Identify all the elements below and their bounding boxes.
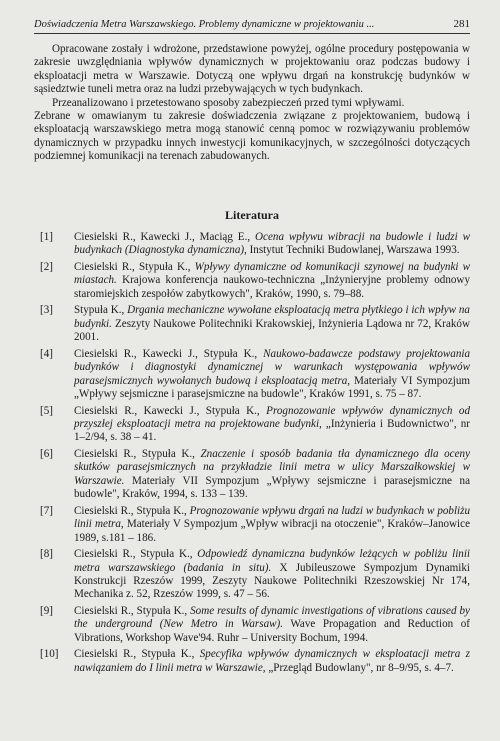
reference-authors: Ciesielski R., Kawecki J., Maciąg E., [74, 231, 256, 243]
reference-title: Znaczenie i sposób badania tła dynamicznego dla oceny skutków parasejsmicznych na przykładzie linii metra w ulicy Marszałkowskiej w Warszawie. [74, 448, 470, 487]
reference-details: „Przegląd Budowlany", nr 8–9/95, s. 4–7. [265, 661, 454, 674]
reference-text [74, 405, 470, 445]
reference-text [74, 648, 470, 675]
reference-title: Prognozowanie wpływów dynamicznych od przyszłej eksploatacji metra na projektowane budynki, [74, 404, 470, 431]
running-head [34, 18, 470, 34]
reference-authors: Ciesielski R., Stypuła K., [74, 261, 195, 273]
reference-details: Zeszyty Naukowe Politechniki Krakowskiej, Inżynieria Lądowa nr 72, Kraków 2001. [74, 317, 470, 344]
reference-text [74, 348, 470, 402]
reference-authors: Ciesielski R., Kawecki J., Stypuła K., [74, 347, 264, 360]
reference-details: Materiały VII Sympozjum „Wpływy sejsmiczne i parasejsmiczne na budowle", Kraków, 1994, s. 133 – 139. [74, 474, 470, 501]
reference-number: [2] [40, 261, 53, 273]
reference-number: [6] [40, 448, 53, 461]
reference-number: [7] [40, 504, 53, 517]
reference-item [34, 548, 470, 602]
reference-title: Specyfika wpływów dynamicznych w eksploatacji metra z nawiązaniem do I linii metra w Warszawie, [74, 648, 470, 674]
reference-details: Krajowa konferencja naukowo-techniczna „Inżynieryjne problemy odnowy staromiejskich zespołów zabytkowych", Kraków, 1990, s. 79–88. [74, 274, 470, 300]
reference-item [34, 304, 470, 344]
paragraph: Przeanalizowano i przetestowano sposoby zabezpieczeń przed tymi wpływami. [52, 96, 405, 109]
reference-number: [1] [40, 231, 53, 243]
reference-number: [3] [40, 304, 53, 317]
reference-title: Wpływy dynamiczne od komunikacji szynowej na budynki w miastach. [74, 261, 470, 287]
reference-text [74, 448, 470, 502]
reference-authors: Ciesielski R., Stypuła K., [74, 448, 201, 461]
reference-text [74, 261, 470, 301]
reference-title: Ocena wpływu wibracji na budowle i ludzi w budynkach (Diagnostyka dynamiczna), [74, 231, 470, 257]
page-number: 281 [453, 18, 470, 30]
section-heading: Literatura [225, 208, 279, 222]
reference-number: [5] [40, 404, 53, 417]
paragraph: Zebrane w omawianym tu zakresie doświadczenia związane z projektowaniem, budową i eksploatacją warszawskiego metra mogą stanowić cenną pomoc w rozwiązywaniu problemów dynamicznych w przypadku innych inwestycji komunikacyjnych, w szczególności dotyczących podziemnej komunikacji na terenach zabudowanych. [34, 110, 470, 163]
reference-authors: Ciesielski R., Stypuła K., [74, 504, 190, 517]
reference-number: [8] [40, 548, 53, 561]
reference-item [34, 505, 470, 545]
reference-details: Materiały V Sympozjum „Wpływ wibracji na otoczenie", Kraków–Janowice 1989, s.181 – 186. [74, 518, 470, 544]
reference-item [34, 261, 470, 301]
reference-item [34, 605, 470, 645]
reference-title: Prognozowanie wpływu drgań na ludzi w budynkach w pobliżu linii metra, [74, 504, 470, 531]
body-text [34, 43, 470, 164]
reference-text [74, 304, 470, 344]
reference-item [34, 648, 470, 675]
reference-authors: Ciesielski R., Stypuła K., [74, 648, 200, 661]
running-title: Doświadczenia Metra Warszawskiego. Problemy dynamiczne w projektowaniu ... [34, 19, 375, 30]
reference-authors: Ciesielski R., Stypuła K., [74, 605, 191, 618]
reference-details: Instytut Techniki Budowlanej, Warszawa 1993. [246, 244, 460, 257]
reference-title: Some results of dynamic investigations of vibrations caused by the underground (New Metro in Warsaw). [74, 605, 470, 631]
reference-authors: Stypuła K., [74, 304, 128, 317]
reference-item [34, 348, 470, 402]
reference-list [34, 231, 470, 678]
reference-title: Odpowiedź dynamiczna budynków leżących w pobliżu linii metra warszawskiego (badania in situ). [74, 548, 470, 574]
reference-title: Naukowo-badawcze podstawy projektowania budynków i diagnostyki dynamicznej w warunkach występowania wpływów parasejsmicznych wywołanych budową i eksploatacją metra, [74, 347, 471, 387]
reference-details: Materiały VI Sympozjum „Wpływy sejsmiczne i parasejsmiczne na budowle", Kraków 1991, s. 75 – 87. [74, 374, 470, 401]
reference-number: [4] [40, 347, 53, 360]
reference-number: [9] [40, 605, 53, 618]
reference-authors: Ciesielski R., Kawecki J., Stypuła K., [74, 404, 267, 417]
reference-text [74, 231, 470, 258]
reference-details: „Inżynieria i Budownictwo", nr 1–2/94, s. 38 – 41. [74, 418, 470, 444]
reference-item [34, 231, 470, 258]
paragraph: Opracowane zostały i wdrożone, przedstawione powyżej, ogólne procedury postępowania w zakresie uwzględniania wpływów dynamicznych w projektowaniu oraz podczas budowy i eksploatacji metra w Warszawie. Dotyczą one wpływu drgań na konstrukcję budynków w sąsiedztwie tuneli metra oraz na ludzi przebywających w tych budynkach. [34, 43, 470, 96]
reference-authors: Ciesielski R., Stypuła K., [74, 548, 198, 561]
reference-text [74, 605, 470, 645]
reference-title: Drgania mechaniczne wywołane eksploatacją metra płytkiego i ich wpływ na budynki. [74, 304, 470, 330]
reference-details: X Jubileuszowe Sympozjum Dynamiki Konstrukcji Rzeszów 1999, Zeszyty Naukowe Politechniki Rzeszowskiej Nr 174, Mechanika z. 52, Rzeszów 1999, s. 47 – 56. [74, 561, 470, 601]
reference-text [74, 505, 470, 545]
reference-text [74, 548, 470, 602]
reference-details: Wave Propagation and Reduction of Vibrations, Workshop Wave'94. Ruhr – University Bochum, 1994. [74, 618, 470, 644]
reference-number: [10] [40, 648, 59, 661]
reference-item [34, 405, 470, 445]
reference-item [34, 448, 470, 502]
